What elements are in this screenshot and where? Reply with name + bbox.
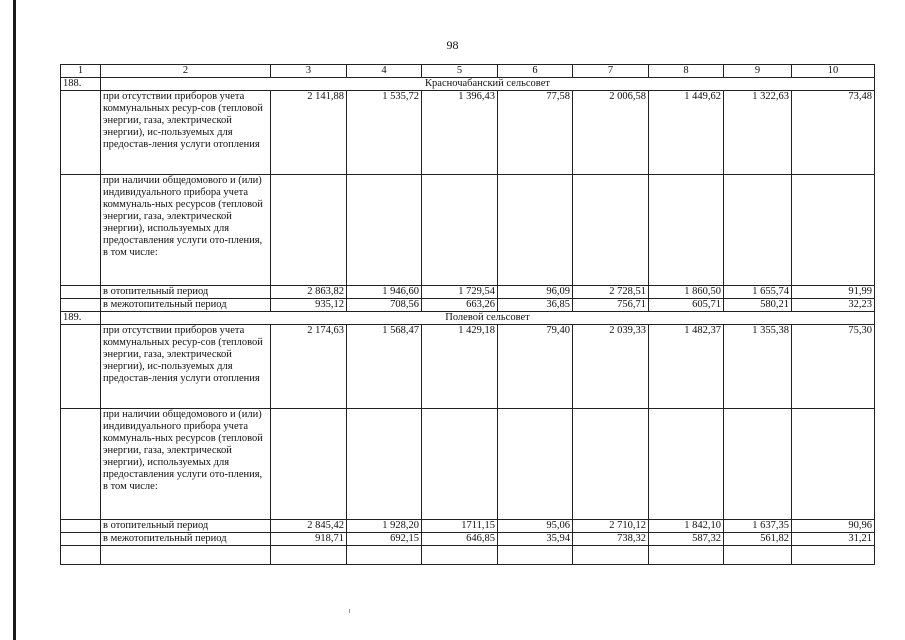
value-cell <box>792 175 875 286</box>
section-title: Красночабанский сельсовет <box>101 78 875 91</box>
value-cell: 91,99 <box>792 286 875 299</box>
value-cell: 1 355,38 <box>724 325 792 409</box>
row-description: при наличии общедомового и (или) индивидуального прибора учета коммуналь-ных ресурсов (тепловой энергии, газа, электрической энергии), используемых для предоставления услуги ото-пления, в том числе: <box>101 409 271 520</box>
page-number: 98 <box>446 38 459 52</box>
value-cell: 587,32 <box>649 533 724 546</box>
empty-cell <box>61 325 101 409</box>
value-cell: 96,09 <box>498 286 573 299</box>
column-header: 10 <box>792 65 875 78</box>
value-cell: 1 396,43 <box>422 91 498 175</box>
value-cell: 2 863,82 <box>271 286 347 299</box>
section-title: Полевой сельсовет <box>101 312 875 325</box>
value-cell <box>649 409 724 520</box>
empty-cell <box>61 533 101 546</box>
value-cell <box>498 175 573 286</box>
value-cell: 79,40 <box>498 325 573 409</box>
row-description: в отопительный период <box>101 520 271 533</box>
section-row <box>61 312 875 325</box>
value-cell: 2 039,33 <box>573 325 649 409</box>
value-cell: 708,56 <box>347 299 422 312</box>
value-cell <box>347 175 422 286</box>
value-cell: 1 429,18 <box>422 325 498 409</box>
scan-mark <box>349 609 350 613</box>
value-cell <box>724 175 792 286</box>
empty-cell <box>61 520 101 533</box>
empty-cell <box>61 299 101 312</box>
value-cell <box>271 409 347 520</box>
table-row <box>61 299 875 312</box>
value-cell: 663,26 <box>422 299 498 312</box>
empty-cell <box>101 546 271 565</box>
value-cell <box>347 409 422 520</box>
value-cell <box>422 175 498 286</box>
value-cell: 935,12 <box>271 299 347 312</box>
value-cell: 2 845,42 <box>271 520 347 533</box>
empty-cell <box>724 546 792 565</box>
row-description: при отсутствии приборов учета коммунальных ресур-сов (тепловой энергии, газа, электрической энергии), ис-пользуемых для предостав-ления услуги отопления <box>101 325 271 409</box>
value-cell: 561,82 <box>724 533 792 546</box>
section-row <box>61 78 875 91</box>
table-spacer-row <box>61 546 875 565</box>
empty-cell <box>422 546 498 565</box>
value-cell: 646,85 <box>422 533 498 546</box>
value-cell: 605,71 <box>649 299 724 312</box>
empty-cell <box>792 546 875 565</box>
value-cell: 1 482,37 <box>649 325 724 409</box>
table-row <box>61 520 875 533</box>
value-cell: 1 946,60 <box>347 286 422 299</box>
column-header: 4 <box>347 65 422 78</box>
table-row <box>61 91 875 175</box>
row-description: при наличии общедомового и (или) индивидуального прибора учета коммуналь-ных ресурсов (тепловой энергии, газа, электрической энергии), используемых для предоставления услуги ото-пления, в том числе: <box>101 175 271 286</box>
row-description: в межотопительный период <box>101 299 271 312</box>
column-header: 1 <box>61 65 101 78</box>
value-cell <box>271 175 347 286</box>
value-cell: 1 860,50 <box>649 286 724 299</box>
column-header: 9 <box>724 65 792 78</box>
value-cell: 1 322,63 <box>724 91 792 175</box>
value-cell: 90,96 <box>792 520 875 533</box>
value-cell: 2 728,51 <box>573 286 649 299</box>
table-header-row <box>61 65 875 78</box>
column-header: 5 <box>422 65 498 78</box>
value-cell: 36,85 <box>498 299 573 312</box>
value-cell: 918,71 <box>271 533 347 546</box>
value-cell: 1 655,74 <box>724 286 792 299</box>
value-cell: 1 928,20 <box>347 520 422 533</box>
empty-cell <box>61 286 101 299</box>
value-cell <box>573 409 649 520</box>
value-cell <box>573 175 649 286</box>
value-cell: 738,32 <box>573 533 649 546</box>
column-header: 6 <box>498 65 573 78</box>
value-cell: 32,23 <box>792 299 875 312</box>
value-cell: 756,71 <box>573 299 649 312</box>
value-cell: 1 568,47 <box>347 325 422 409</box>
page-margin-bar <box>13 0 16 640</box>
value-cell: 1 637,35 <box>724 520 792 533</box>
value-cell: 580,21 <box>724 299 792 312</box>
empty-cell <box>61 546 101 565</box>
value-cell: 2 174,63 <box>271 325 347 409</box>
empty-cell <box>347 546 422 565</box>
row-description: в межотопительный период <box>101 533 271 546</box>
section-number: 188. <box>61 78 101 91</box>
row-description: при отсутствии приборов учета коммунальных ресур-сов (тепловой энергии, газа, электрической энергии), ис-пользуемых для предостав-ления услуги отопления <box>101 91 271 175</box>
column-header: 8 <box>649 65 724 78</box>
value-cell: 1711,15 <box>422 520 498 533</box>
column-header: 7 <box>573 65 649 78</box>
value-cell <box>792 409 875 520</box>
value-cell <box>498 409 573 520</box>
value-cell: 2 710,12 <box>573 520 649 533</box>
empty-cell <box>573 546 649 565</box>
column-header: 3 <box>271 65 347 78</box>
empty-cell <box>271 546 347 565</box>
tariff-table <box>60 64 875 565</box>
table-row <box>61 175 875 286</box>
value-cell: 2 141,88 <box>271 91 347 175</box>
value-cell: 31,21 <box>792 533 875 546</box>
value-cell: 692,15 <box>347 533 422 546</box>
value-cell: 75,30 <box>792 325 875 409</box>
column-header: 2 <box>101 65 271 78</box>
value-cell: 1 535,72 <box>347 91 422 175</box>
empty-cell <box>61 409 101 520</box>
value-cell: 77,58 <box>498 91 573 175</box>
section-number: 189. <box>61 312 101 325</box>
value-cell <box>422 409 498 520</box>
empty-cell <box>61 175 101 286</box>
value-cell: 35,94 <box>498 533 573 546</box>
row-description: в отопительный период <box>101 286 271 299</box>
value-cell <box>649 175 724 286</box>
value-cell: 1 729,54 <box>422 286 498 299</box>
value-cell: 1 449,62 <box>649 91 724 175</box>
value-cell: 2 006,58 <box>573 91 649 175</box>
value-cell: 73,48 <box>792 91 875 175</box>
value-cell: 1 842,10 <box>649 520 724 533</box>
empty-cell <box>649 546 724 565</box>
empty-cell <box>61 91 101 175</box>
empty-cell <box>498 546 573 565</box>
table-row <box>61 286 875 299</box>
table-row <box>61 533 875 546</box>
value-cell: 95,06 <box>498 520 573 533</box>
table-row <box>61 325 875 409</box>
value-cell <box>724 409 792 520</box>
table-row <box>61 409 875 520</box>
